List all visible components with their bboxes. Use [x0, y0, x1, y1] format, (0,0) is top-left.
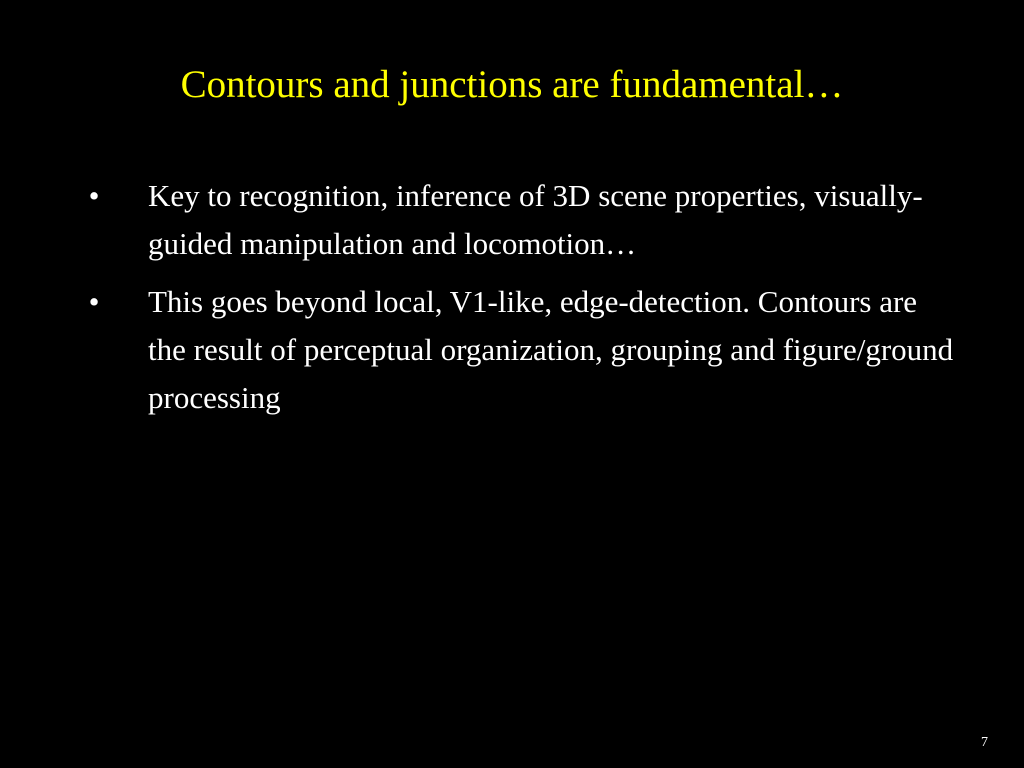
bullet-text: This goes beyond local, V1-like, edge-detection. Contours are the result of perceptual organization, grouping and figure/ground processing	[148, 284, 954, 415]
page-number: 7	[981, 735, 988, 750]
bullet-item	[84, 278, 954, 422]
bullet-marker: •	[88, 178, 100, 213]
bullet-item	[84, 172, 954, 268]
slide-title: Contours and junctions are fundamental…	[180, 63, 844, 106]
bullet-list	[84, 172, 954, 432]
bullet-marker: •	[88, 284, 100, 319]
bullet-text: Key to recognition, inference of 3D scene properties, visually- guided manipulation and locomotion…	[148, 178, 923, 261]
